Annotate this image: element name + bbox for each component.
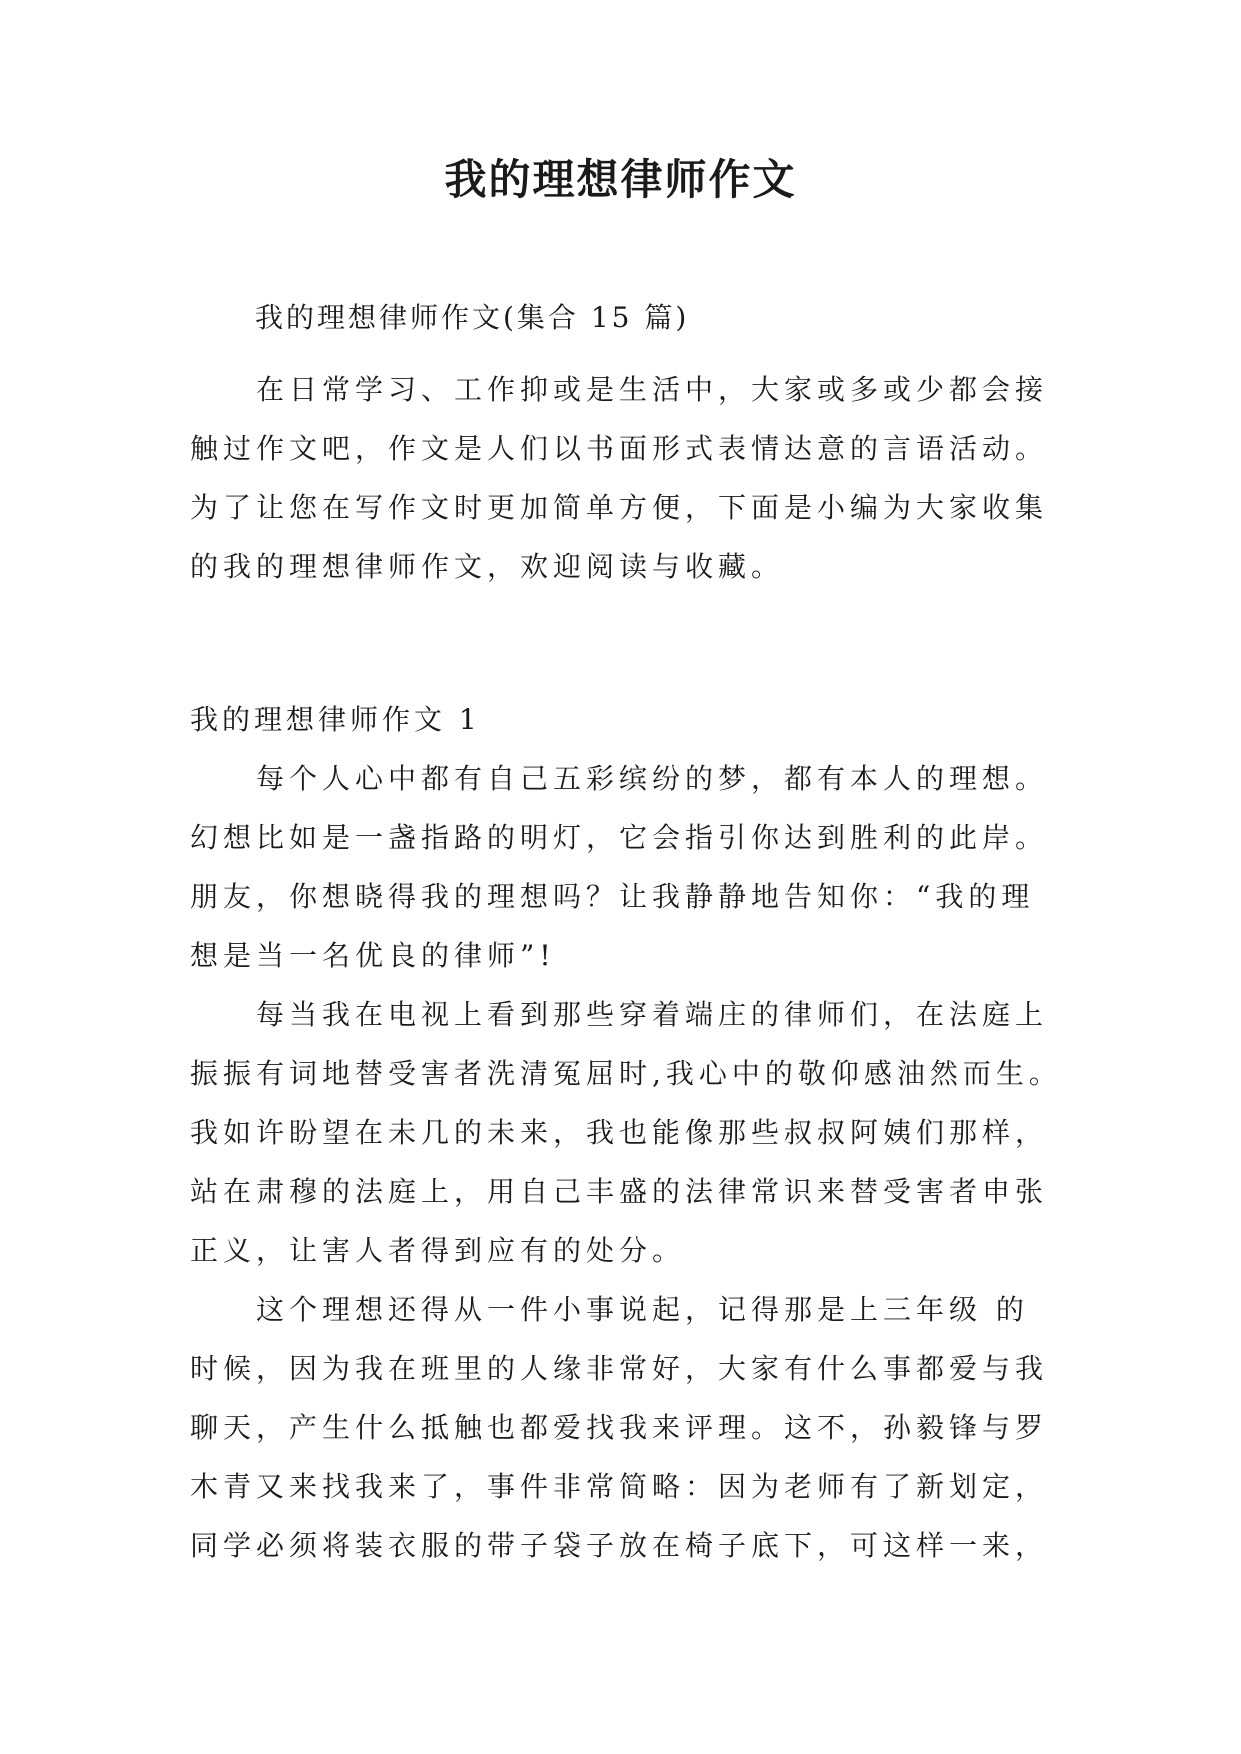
collection-title: 我的理想律师作文(集合 15 篇) bbox=[255, 301, 690, 334]
text-line: 站在肃穆的法庭上，用自己丰盛的法律常识来替受害者申张 bbox=[190, 1175, 1049, 1208]
body-paragraph bbox=[190, 749, 1070, 985]
text-line: 触过作文吧，作文是人们以书面形式表情达意的言语活动。 bbox=[190, 432, 1049, 465]
text-line: 幻想比如是一盏指路的明灯，它会指引你达到胜利的此岸。 bbox=[190, 821, 1049, 854]
text-line: 的我的理想律师作文，欢迎阅读与收藏。 bbox=[190, 550, 785, 583]
text-line: 木青又来找我来了，事件非常简略：因为老师有了新划定， bbox=[190, 1470, 1049, 1503]
text-line: 朋友，你想晓得我的理想吗？让我静静地告知你：“我的理 bbox=[190, 880, 1035, 913]
body-paragraph bbox=[190, 985, 1070, 1280]
text-line: 这个理想还得从一件小事说起，记得那是上三年级 的 bbox=[256, 1293, 1029, 1326]
text-line: 为了让您在写作文时更加简单方便，下面是小编为大家收集 bbox=[190, 491, 1049, 524]
text-line: 我如许盼望在未几的未来，我也能像那些叔叔阿姨们那样， bbox=[190, 1116, 1049, 1149]
text-line: 想是当一名优良的律师”! bbox=[190, 939, 556, 972]
intro-paragraph bbox=[190, 360, 1070, 596]
text-line: 正义，让害人者得到应有的处分。 bbox=[190, 1234, 686, 1267]
text-line: 同学必须将装衣服的带子袋子放在椅子底下，可这样一来， bbox=[190, 1529, 1049, 1562]
text-line: 在日常学习、工作抑或是生活中，大家或多或少都会接 bbox=[256, 373, 1049, 406]
text-line: 聊天，产生什么抵触也都爱找我来评理。这不，孙毅锋与罗 bbox=[190, 1411, 1049, 1444]
text-line: 每个人心中都有自己五彩缤纷的梦，都有本人的理想。 bbox=[256, 762, 1049, 795]
text-line: 振振有词地替受害者洗清冤屈时,我心中的敬仰感油然而生。 bbox=[190, 1057, 1062, 1090]
body-paragraph bbox=[190, 1280, 1070, 1575]
text-line: 每当我在电视上看到那些穿着端庄的律师们，在法庭上 bbox=[256, 998, 1049, 1031]
text-line: 时候，因为我在班里的人缘非常好，大家有什么事都爱与我 bbox=[190, 1352, 1049, 1385]
document-title: 我的理想律师作文 bbox=[444, 155, 797, 204]
section-heading: 我的理想律师作文 1 bbox=[190, 703, 481, 736]
